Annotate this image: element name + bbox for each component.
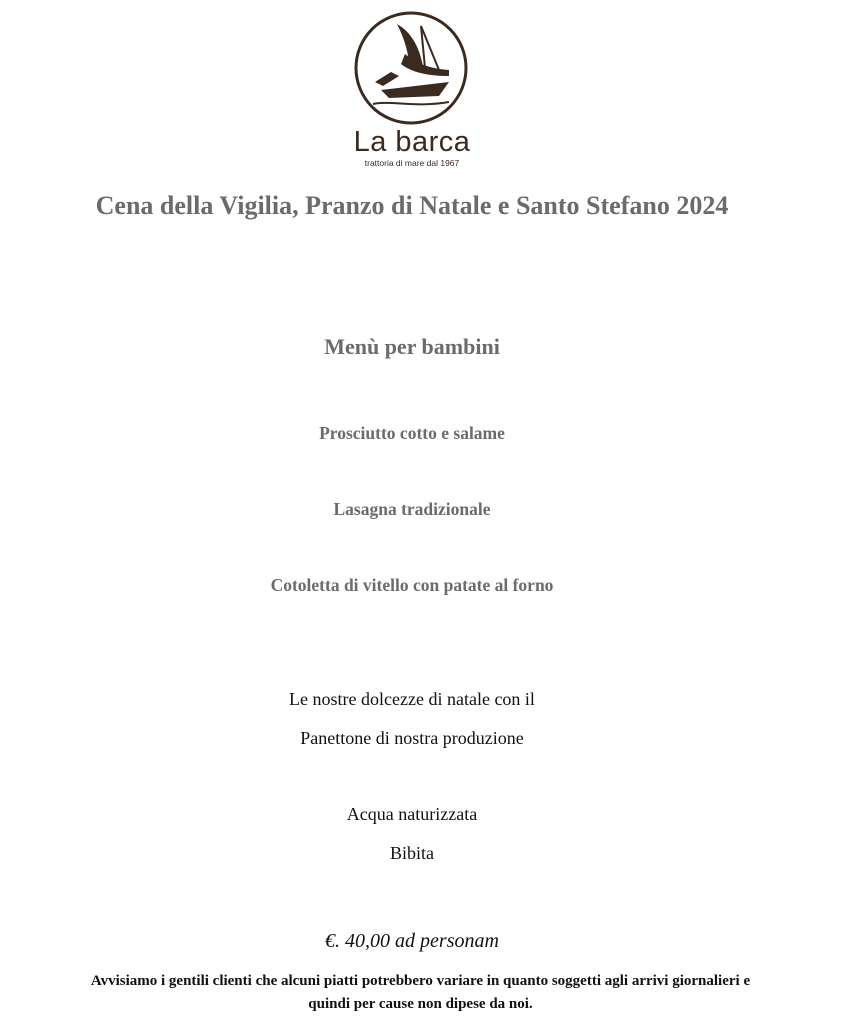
course-item: Cotoletta di vitello con patate al forno [270,575,554,595]
page-title: Cena della Vigilia, Pranzo di Natale e Santo Stefano 2024 [95,191,729,220]
brand-name: La barca [353,126,471,158]
drink-item: Bibita [390,843,434,863]
course-item: Prosciutto cotto e salame [319,423,505,443]
dessert-line: Le nostre dolcezze di natale con il [289,689,535,709]
drink-item: Acqua naturizzata [346,804,478,824]
sailboat-emblem-icon [353,10,469,126]
notice-line: Avvisiamo i gentili clienti che alcuni piatti potrebbero variare in quanto soggetti agli arrivi giornalieri e [90,973,751,989]
dessert-line: Panettone di nostra produzione [300,728,524,748]
menu-heading: Menù per bambini [324,334,500,359]
notice-line: quindi per cause non dipese da noi. [308,996,533,1012]
course-item: Lasagna tradizionale [333,499,491,519]
price: €. 40,00 ad personam [325,930,499,952]
notice [0,970,841,1016]
brand-tagline: trattoria di mare dal 1967 [364,158,460,168]
